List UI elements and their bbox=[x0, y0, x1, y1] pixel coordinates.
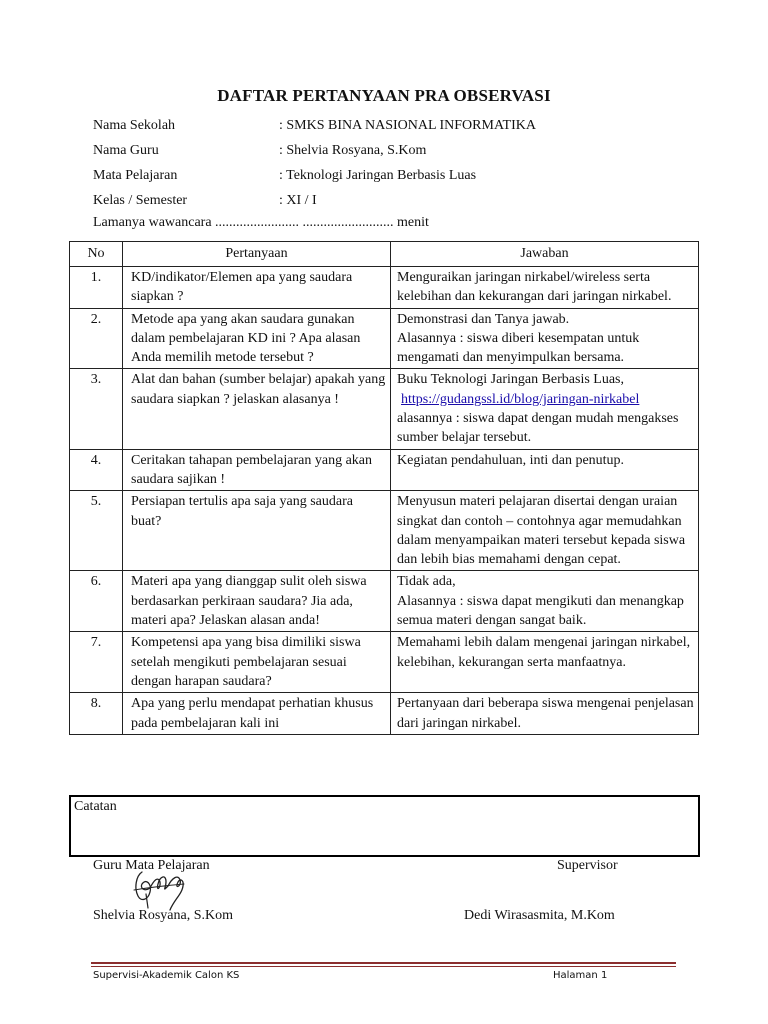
header-answer: Jawaban bbox=[391, 242, 699, 267]
row-answer bbox=[391, 449, 699, 491]
row-answer bbox=[391, 632, 699, 693]
answer-line: Pertanyaan dari beberapa siswa mengenai penjelasan dari jaringan nirkabel. bbox=[397, 696, 694, 731]
row-question: Persiapan tertulis apa saja yang saudara buat? bbox=[123, 491, 391, 571]
table-row bbox=[70, 369, 699, 449]
table-row bbox=[70, 693, 699, 735]
table-header-row bbox=[70, 242, 699, 267]
answer-line: Buku Teknologi Jaringan Berbasis Luas, bbox=[397, 372, 625, 388]
teacher-name: Shelvia Rosyana, S.Kom bbox=[93, 908, 233, 923]
row-number: 8. bbox=[70, 693, 123, 735]
interview-duration: Lamanya wawancara ........................ .......................... menit bbox=[93, 215, 429, 230]
answer-link-line bbox=[397, 390, 694, 409]
info-value: : SMKS BINA NASIONAL INFORMATIKA bbox=[279, 118, 536, 133]
row-number: 6. bbox=[70, 571, 123, 632]
supervisor-role: Supervisor bbox=[557, 858, 618, 873]
row-number: 4. bbox=[70, 449, 123, 491]
row-answer bbox=[391, 267, 699, 309]
info-label: Mata Pelajaran bbox=[93, 168, 178, 183]
header-question: Pertanyaan bbox=[123, 242, 391, 267]
info-value: : XI / I bbox=[279, 193, 317, 208]
answer-line: Kegiatan pendahuluan, inti dan penutup. bbox=[397, 452, 625, 468]
row-answer bbox=[391, 693, 699, 735]
row-answer bbox=[391, 571, 699, 632]
row-question: Metode apa yang akan saudara gunakan dalam pembelajaran KD ini ? Apa alasan Anda memilih metode tersebut ? bbox=[123, 308, 391, 369]
table-row bbox=[70, 491, 699, 571]
page-number: Halaman 1 bbox=[553, 970, 608, 981]
row-number: 5. bbox=[70, 491, 123, 571]
table-row bbox=[70, 449, 699, 491]
footer-title: Supervisi-Akademik Calon KS bbox=[93, 970, 240, 981]
row-question: Ceritakan tahapan pembelajaran yang akan saudara sajikan ! bbox=[123, 449, 391, 491]
row-question: Materi apa yang dianggap sulit oleh siswa berdasarkan perkiraan saudara? Jia ada, materi apa? Jelaskan alasan anda! bbox=[123, 571, 391, 632]
header-no: No bbox=[70, 242, 123, 267]
table-row bbox=[70, 267, 699, 309]
info-label: Kelas / Semester bbox=[93, 193, 188, 208]
supervisor-name: Dedi Wirasasmita, M.Kom bbox=[464, 908, 615, 923]
handwritten-signature bbox=[128, 866, 188, 914]
teacher-role: Guru Mata Pelajaran bbox=[93, 858, 210, 873]
notes-box bbox=[69, 795, 700, 857]
row-question: Apa yang perlu mendapat perhatian khusus pada pembelajaran kali ini bbox=[123, 693, 391, 735]
answer-line: Tidak ada, bbox=[397, 574, 456, 590]
row-number: 7. bbox=[70, 632, 123, 693]
table-row bbox=[70, 308, 699, 369]
row-answer bbox=[391, 308, 699, 369]
row-question: Alat dan bahan (sumber belajar) apakah yang saudara siapkan ? jelaskan alasanya ! bbox=[123, 369, 391, 449]
footer-divider-thin bbox=[91, 966, 676, 967]
answer-line: Menyusun materi pelajaran disertai dengan uraian singkat dan contoh – contohnya agar memudahkan dalam menyampaikan materi tersebut kepada siswa dan lebih bias memahami dengan cepat. bbox=[397, 494, 686, 568]
row-number: 1. bbox=[70, 267, 123, 309]
row-number: 2. bbox=[70, 308, 123, 369]
notes-label: Catatan bbox=[74, 799, 117, 814]
source-link[interactable]: https://gudangssl.id/blog/jaringan-nirkabel bbox=[401, 391, 640, 407]
info-value: : Shelvia Rosyana, S.Kom bbox=[279, 143, 427, 158]
info-label: Nama Guru bbox=[93, 143, 159, 158]
answer-line: Memahami lebih dalam mengenai jaringan nirkabel, kelebihan, kekurangan serta manfaatnya. bbox=[397, 635, 691, 670]
info-value: : Teknologi Jaringan Berbasis Luas bbox=[279, 168, 477, 183]
row-question: KD/indikator/Elemen apa yang saudara siapkan ? bbox=[123, 267, 391, 309]
row-number: 3. bbox=[70, 369, 123, 449]
footer-divider bbox=[91, 962, 676, 964]
table-row bbox=[70, 571, 699, 632]
info-label: Nama Sekolah bbox=[93, 118, 176, 133]
row-answer bbox=[391, 369, 699, 449]
row-question: Kompetensi apa yang bisa dimiliki siswa setelah mengikuti pembelajaran sesuai dengan harapan saudara? bbox=[123, 632, 391, 693]
question-table bbox=[69, 241, 699, 735]
table-row bbox=[70, 632, 699, 693]
answer-line: Alasannya : siswa diberi kesempatan untuk mengamati dan menyimpulkan bersama. bbox=[397, 330, 640, 366]
document-title: DAFTAR PERTANYAAN PRA OBSERVASI bbox=[217, 86, 551, 105]
answer-line: alasannya : siswa dapat dengan mudah mengakses sumber belajar tersebut. bbox=[397, 411, 679, 446]
row-answer bbox=[391, 491, 699, 571]
answer-line: Menguraikan jaringan nirkabel/wireless serta kelebihan dan kekurangan dari jaringan nirkabel. bbox=[397, 270, 672, 305]
answer-line: Demonstrasi dan Tanya jawab. bbox=[397, 311, 570, 327]
answer-line: Alasannya : siswa dapat mengikuti dan menangkap semua materi dengan sangat baik. bbox=[397, 593, 684, 629]
